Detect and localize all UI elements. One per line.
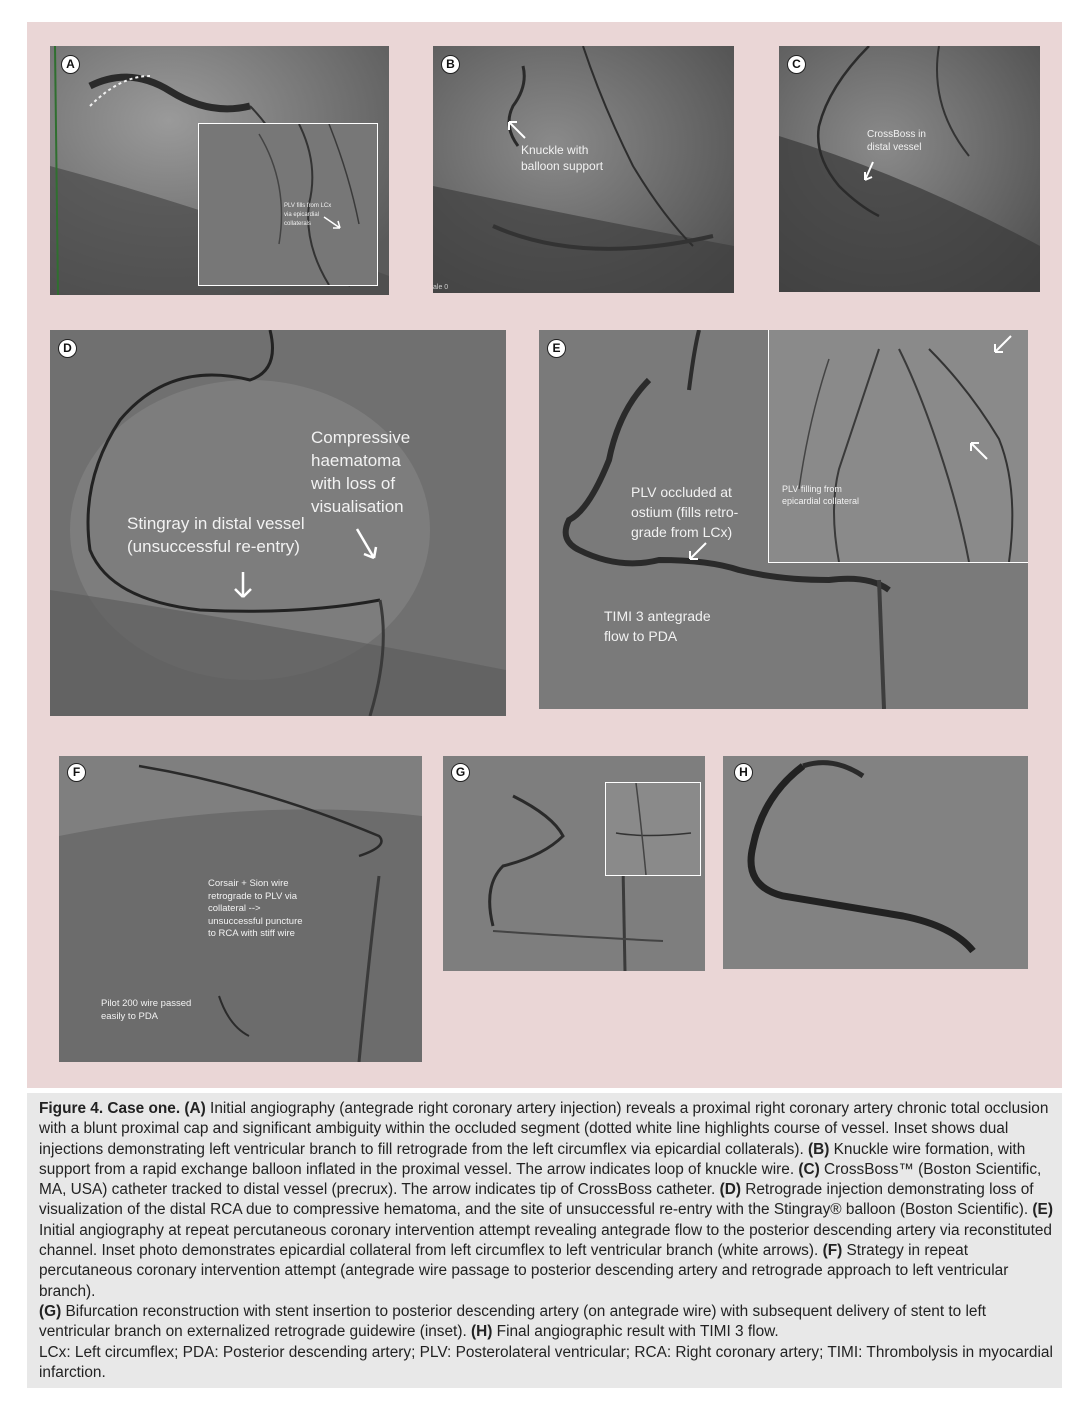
panel-a (50, 46, 389, 295)
caption-abbreviations: LCx: Left circumflex; PDA: Posterior descending artery; PLV: Posterolateral ventricular; RCA: Right coronary artery; TIMI: Thrombolysis in myocardial infarction. (39, 1343, 1053, 1381)
panel-label-c: C (787, 55, 806, 74)
arrow-icon (861, 160, 877, 184)
caption-text: Retrograde injection demonstrating loss of visualization of the distal RCA due to compressive hematoma, and the site of unsuccessful re-entry with the Stingray® balloon (Boston Scientific). (39, 1181, 1034, 1219)
panel-b (433, 46, 734, 293)
panel-label-g: G (451, 763, 470, 782)
caption-text: Bifurcation reconstruction with stent insertion to posterior descending artery (on antegrade wire) with subsequent delivery of stent to left ventricular branch on externalized retrograde guidewire (inset). (39, 1302, 987, 1341)
arrow-icon (505, 118, 527, 140)
caption-label: (F) (822, 1242, 843, 1260)
inset-e (768, 330, 1028, 563)
note-d-stingray: Stingray in distal vessel (unsuccessful re-entry) (127, 514, 305, 556)
caption-text: Final angiographic result with TIMI 3 flow. (492, 1323, 779, 1341)
panel-label-h: H (734, 763, 753, 782)
panel-d (50, 330, 506, 716)
panel-label-d: D (58, 339, 77, 358)
caption-label: (G) (39, 1302, 62, 1320)
panel-f (59, 756, 422, 1062)
note-e-plv: PLV occluded at ostium (fills retro- grade from LCx) (631, 484, 739, 540)
note-d-haematoma: Compressive haematoma with loss of visualisation (311, 428, 411, 516)
caption-label: (B) (808, 1140, 830, 1158)
caption-text: Initial angiography at repeat percutaneous coronary intervention attempt revealing antegrade flow to the posterior descending artery via reconstituted channel. Inset photo demonstrates epicardial collateral from left circumflex to left ventricular branch (white arrows). (39, 1221, 1052, 1260)
arrow-icon (231, 570, 255, 600)
arrow-icon (992, 333, 1014, 355)
arrow-icon (353, 526, 379, 562)
inset-g (605, 782, 701, 876)
note-e-timi: TIMI 3 antegrade flow to PDA (604, 608, 711, 644)
panel-label-f: F (67, 763, 86, 782)
angiogram-h (723, 756, 1028, 969)
angiogram-c (779, 46, 1040, 292)
caption-label: (E) (1032, 1201, 1053, 1219)
arrow-icon (687, 540, 709, 562)
caption-label: (D) (719, 1181, 741, 1199)
caption-text: CrossBoss™ (Boston Scientific, MA, USA) catheter tracked to distal vessel (precrux). The arrow indicates tip of CrossBoss catheter. (39, 1160, 1042, 1199)
panel-h (723, 756, 1028, 969)
panel-e (539, 330, 1028, 709)
caption-text: Strategy in repeat percutaneous coronary intervention attempt (antegrade wire passage to posterior descending artery and retrograde approach to left ventricular branch). (39, 1242, 1009, 1300)
inset-a (198, 123, 378, 286)
figure-caption-box (27, 1093, 1062, 1388)
panel-label-a: A (61, 55, 80, 74)
caption-text: Knuckle wire formation, with support from a rapid exchange balloon inflated in the proximal vessel. The arrow indicates loop of knuckle wire. (39, 1140, 1026, 1178)
arrow-icon (968, 440, 990, 462)
note-c: CrossBoss in distal vessel (867, 129, 926, 153)
note-a: PLV fills from LCx via epicardial collaterals (284, 203, 332, 227)
panel-label-b: B (441, 55, 460, 74)
caption-label: (C) (798, 1160, 820, 1178)
caption-label: (H) (471, 1323, 493, 1341)
figure-caption (39, 1099, 1054, 1383)
panel-c (779, 46, 1040, 292)
inset-angiogram-g (606, 783, 700, 875)
caption-text: Initial angiography (antegrade right coronary artery injection) reveals a proximal right coronary artery chronic total occlusion with a blunt proximal cap and significant ambiguity within the occluded segment (dotted white line highlights course of vessel. Inset shows dual injections demonstrating left ventricular branch to fill retrograde from the left circumflex via epicardial collaterals). (39, 1100, 1049, 1158)
note-e-inset: PLV filling from epicardial collateral (782, 484, 860, 506)
note-f-pilot: Pilot 200 wire passed easily to PDA (101, 998, 192, 1022)
note-b: Knuckle with balloon support (521, 143, 604, 173)
caption-title: Figure 4. Case one. (39, 1100, 181, 1117)
caption-label: (A) (184, 1100, 206, 1117)
arrow-icon (322, 215, 344, 231)
panel-g (443, 756, 705, 971)
panel-label-e: E (547, 339, 566, 358)
note-f-corsair: Corsair + Sion wire retrograde to PLV via collateral --> unsuccessful puncture to RCA with stiff wire (208, 878, 303, 939)
corner-text-b: ale 0 (433, 284, 449, 291)
